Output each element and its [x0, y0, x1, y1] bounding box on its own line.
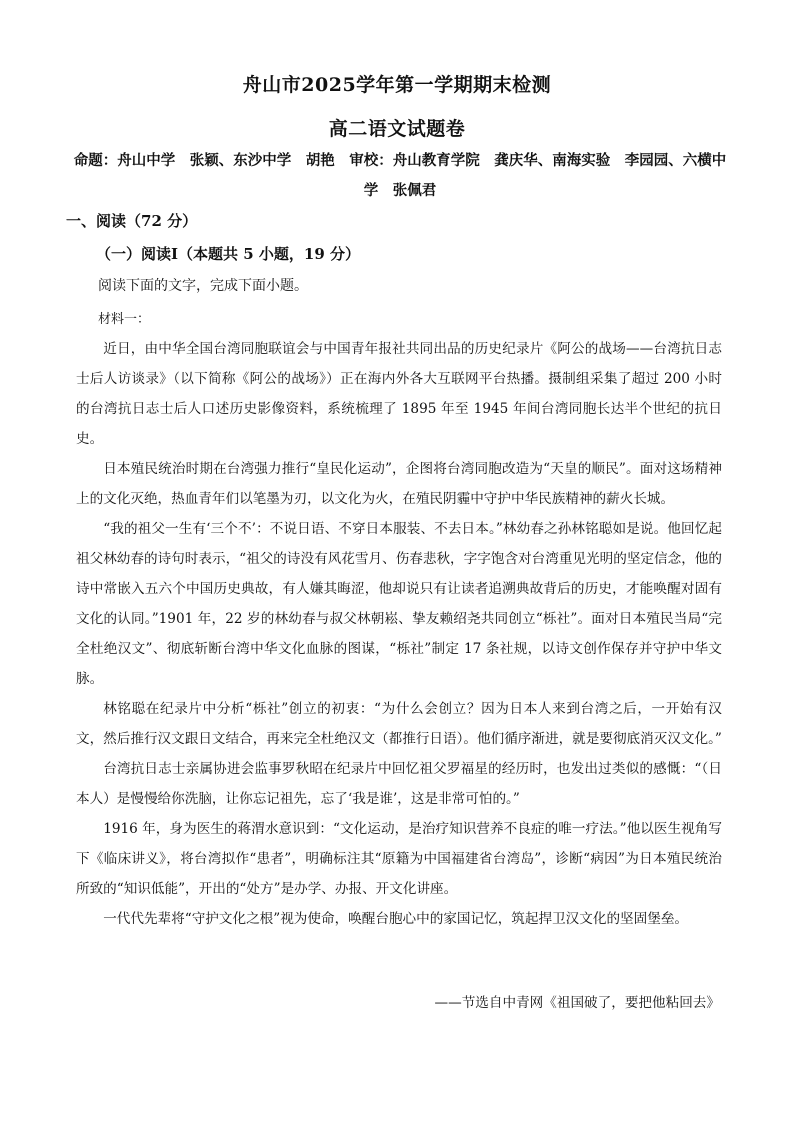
exam-subtitle: 高二语文试题卷 — [328, 118, 466, 140]
paragraph: 台湾抗日志士亲属协进会监事罗秋昭在纪录片中回忆祖父罗福星的经历时，也发出过类似的感慨：“（日本人）是慢慢给你洗脑，让你忘记祖先，忘了‘我是谁’，这是非常可怕的。” — [76, 761, 722, 807]
material-label: 材料一： — [98, 312, 151, 327]
paragraph: 林铭聪在纪录片中分析“栎社”创立的初衷：“为什么会创立？因为日本人来到台湾之后，一开始有汉文，然后推行汉文跟日文结合，再来完全杜绝汉文（都推行日语）。他们循序渐进，就是要彻底消灭汉文化。” — [76, 701, 722, 747]
source-citation: ——节选自中青网《祖国破了，要把他粘回去》 — [434, 995, 720, 1011]
exam-authors: 命题：舟山中学 张颖、东沙中学 胡艳 审校：舟山教育学院 龚庆华、南海实验 李园园、六横中学 张佩君 — [73, 152, 727, 199]
subsection-heading: （一）阅读Ⅰ（本题共 5 小题，19 分） — [96, 245, 360, 263]
paragraph: 1916 年，身为医生的蒋渭水意识到：“文化运动，是治疗知识营养不良症的唯一疗法。”他以医生视角写下《临床讲义》，将台湾拟作“患者”，明确标注其“原籍为中国福建省台湾岛”，诊断“病因”为日本殖民统治所致的“知识低能”，开出的“处方”是办学、办报、开文化讲座。 — [76, 821, 722, 897]
paragraph: 日本殖民统治时期在台湾强力推行“皇民化运动”，企图将台湾同胞改造为“天皇的顺民”。面对这场精神上的文化灭绝，热血青年们以笔墨为刃，以文化为火，在殖民阴霾中守护中华民族精神的薪火长城。 — [76, 461, 722, 507]
paragraph: “我的祖父一生有‘三个不’：不说日语、不穿日本服装、不去日本。”林幼春之孙林铭聪如是说。他回忆起祖父林幼春的诗句时表示，“祖父的诗没有风花雪月、伤春悲秋，字字饱含对台湾重见光明的坚定信念，他的诗中常嵌入五六个中国历史典故，有人嫌其晦涩，他却说只有让读者追溯典故背后的历史，才能唤醒对固有文化的认同。”1901 年，22 岁的林幼春与叔父林朝崧、挚友赖绍尧共同创立“栎社”。面对日本殖民当局“完全杜绝汉文”、彻底斩断台湾中华文化血脉的图谋，“栎社”制定 17 条社规，以诗文创作保存并守护中华文脉。 — [76, 521, 722, 687]
paragraph: 一代代先辈将“守护文化之根”视为使命，唤醒台胞心中的家国记忆，筑起捍卫汉文化的坚固堡垒。 — [103, 911, 689, 927]
instruction-text: 阅读下面的文字，完成下面小题。 — [98, 278, 308, 294]
material-body — [76, 334, 722, 934]
section-heading: 一、阅读（72 分） — [66, 212, 198, 230]
paragraph: 近日，由中华全国台湾同胞联谊会与中国青年报社共同出品的历史纪录片《阿公的战场——台湾抗日志士后人访谈录》（以下简称《阿公的战场》）正在海内外各大互联网平台热播。摄制组采集了超过 200 小时的台湾抗日志士后人口述历史影像资料，系统梳理了 1895 年至 1945 年间台湾同胞长达半个世纪的抗日史。 — [76, 341, 722, 447]
exam-title: 舟山市2025学年第一学期期末检测 — [242, 74, 552, 96]
